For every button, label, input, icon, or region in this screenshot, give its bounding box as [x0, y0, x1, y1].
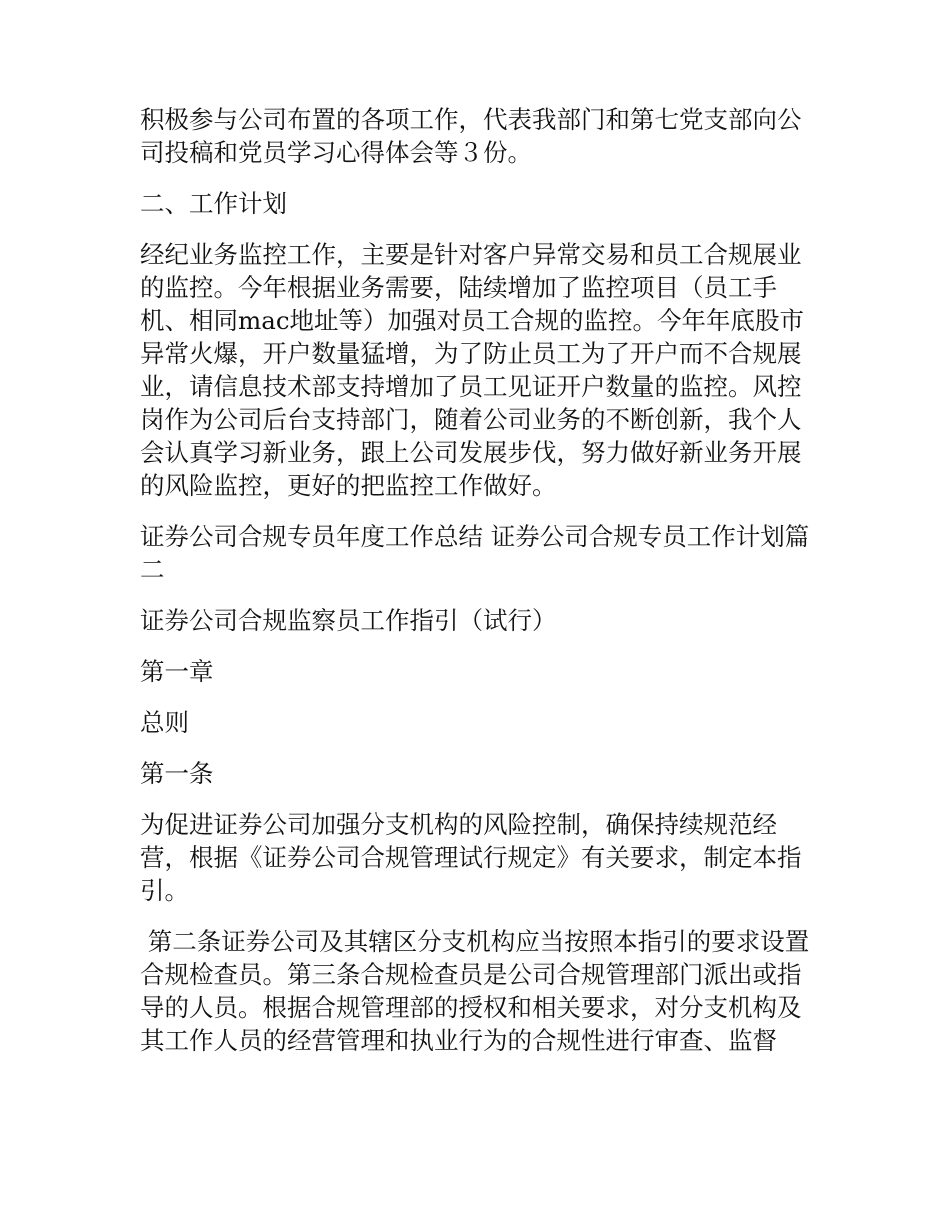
guideline-title: 证券公司合规监察员工作指引（试行） — [140, 606, 557, 635]
section-heading-work-plan: 二、工作计划 — [140, 189, 287, 218]
article-title-part-two: 证券公司合规专员年度工作总结 证券公司合规专员工作计划篇二 — [140, 522, 810, 584]
article-one-text: 为促进证券公司加强分支机构的风险控制，确保持续规范经营，根据《证券公司合规管理试行规定》有关要求，制定本指引。 — [140, 810, 802, 905]
paragraph-monitoring-work: 经纪业务监控工作，主要是针对客户异常交易和员工合规展业的监控。今年根据业务需要，陆续增加了监控项目（员工手机、相同mac地址等）加强对员工合规的监控。今年年底股市异常火爆，开户数量猛增，为了防止员工为了开户而不合规展业，请信息技术部支持增加了员工见证开户数量的监控。风控岗作为公司后台支持部门，随着公司业务的不断创新，我个人会认真学习新业务，跟上公司发展步伐，努力做好新业务开展的风险监控，更好的把监控工作做好。 — [140, 240, 805, 500]
chapter-heading: 第一章 — [140, 657, 214, 686]
paragraph-1: 积极参与公司布置的各项工作，代表我部门和第七党支部向公司投稿和党员学习心得体会等３份。 — [140, 105, 802, 167]
article-heading: 第一条 — [140, 759, 214, 788]
chapter-subtitle: 总则 — [140, 708, 189, 737]
article-two-three-text: 第二条证券公司及其辖区分支机构应当按照本指引的要求设置合规检查员。第三条合规检查员是公司合规管理部门派出或指导的人员。根据合规管理部的授权和相关要求，对分支机构及其工作人员的经营管理和执业行为的合规性进行审查、监督 — [140, 927, 810, 1055]
document-body — [140, 103, 815, 1075]
